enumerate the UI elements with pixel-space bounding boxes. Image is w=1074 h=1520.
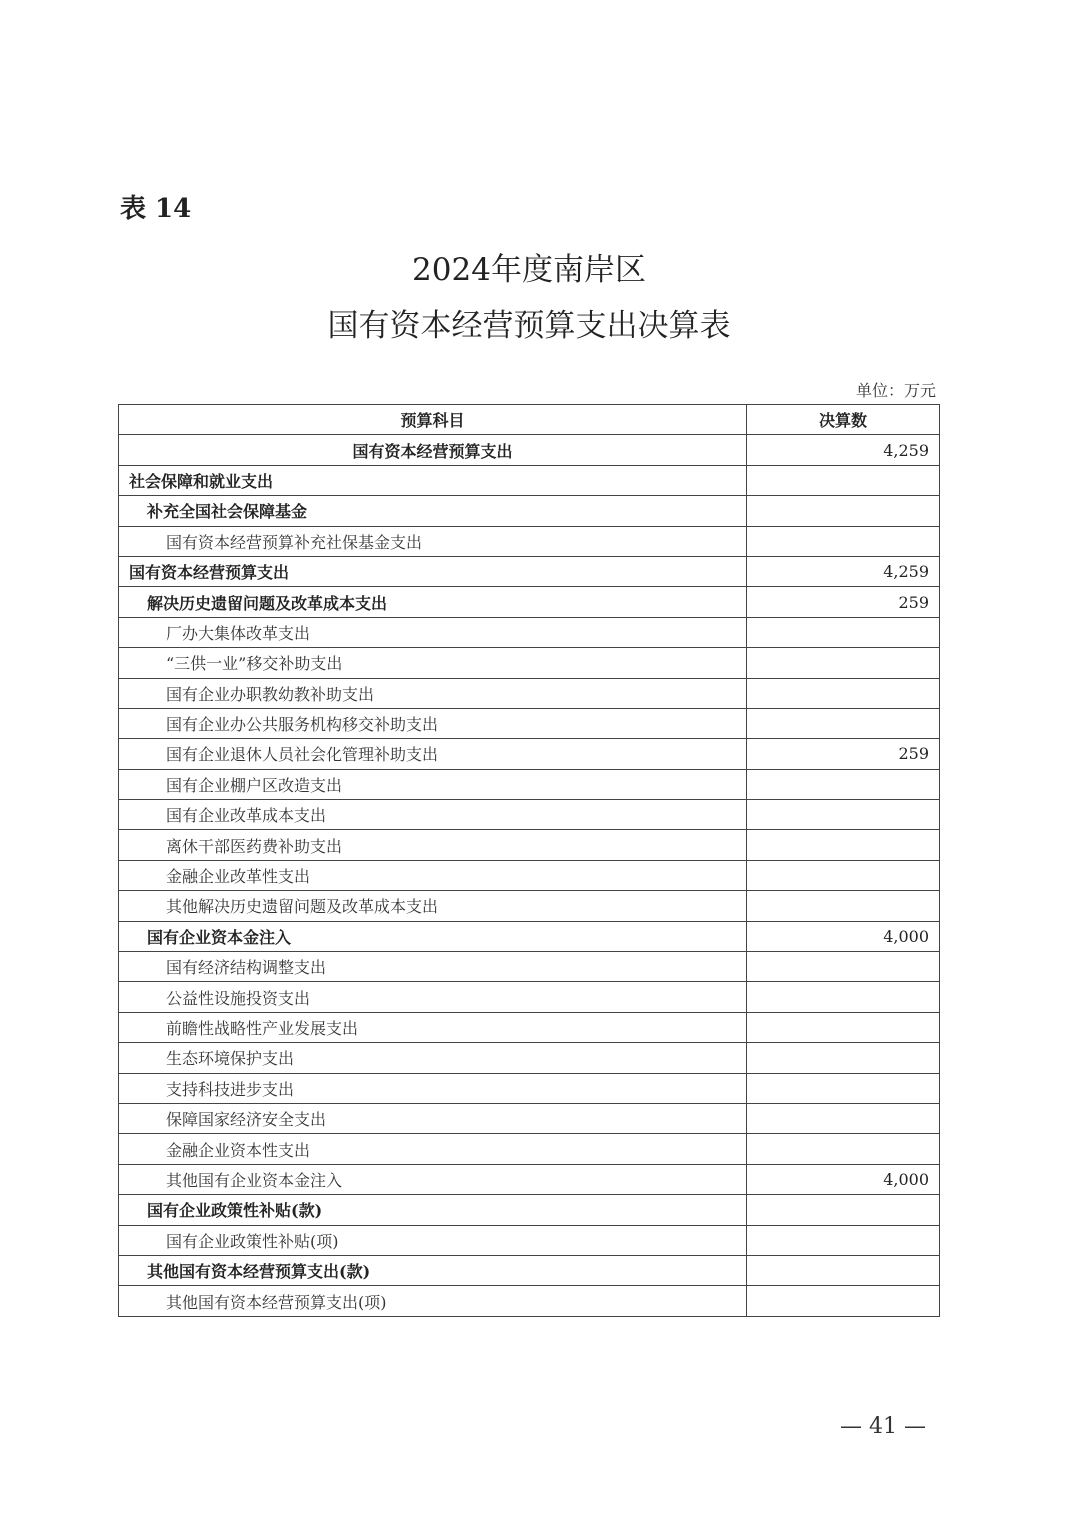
row-amount <box>747 1012 940 1042</box>
row-subject: 国有企业办职教幼教补助支出 <box>119 678 747 708</box>
table-row <box>119 465 940 495</box>
table-row <box>119 1164 940 1194</box>
row-amount <box>747 769 940 799</box>
row-subject: 其他国有企业资本金注入 <box>119 1164 747 1194</box>
table-row <box>119 891 940 921</box>
table-row <box>119 739 940 769</box>
header-subject: 预算科目 <box>119 405 747 435</box>
budget-table <box>118 404 940 1317</box>
row-amount: 4,259 <box>747 556 940 586</box>
row-subject: 保障国家经济安全支出 <box>119 1103 747 1133</box>
row-subject: 补充全国社会保障基金 <box>119 496 747 526</box>
row-subject: 厂办大集体改革支出 <box>119 617 747 647</box>
row-subject: 国有经济结构调整支出 <box>119 952 747 982</box>
row-subject: “三供一业”移交补助支出 <box>119 648 747 678</box>
page-title-line1: 2024年度南岸区 <box>412 252 646 288</box>
row-amount: 259 <box>747 587 940 617</box>
table-row <box>119 435 940 465</box>
row-amount <box>747 526 940 556</box>
row-subject: 国有企业资本金注入 <box>119 921 747 951</box>
row-amount <box>747 982 940 1012</box>
row-subject: 其他国有资本经营预算支出(款) <box>119 1255 747 1285</box>
row-subject: 国有企业棚户区改造支出 <box>119 769 747 799</box>
table-row <box>119 1103 940 1133</box>
row-subject: 国有资本经营预算支出 <box>119 556 747 586</box>
row-amount <box>747 648 940 678</box>
row-amount <box>747 830 940 860</box>
row-subject: 离休干部医药费补助支出 <box>119 830 747 860</box>
table-row <box>119 1225 940 1255</box>
table-label: 表 14 <box>120 194 192 224</box>
table-row <box>119 678 940 708</box>
table-row <box>119 952 940 982</box>
table-row <box>119 921 940 951</box>
row-subject: 国有资本经营预算支出 <box>119 435 747 465</box>
table-row <box>119 1043 940 1073</box>
table-header-row <box>119 405 940 435</box>
table-row <box>119 860 940 890</box>
row-subject: 国有企业改革成本支出 <box>119 800 747 830</box>
row-amount <box>747 1134 940 1164</box>
row-subject: 社会保障和就业支出 <box>119 465 747 495</box>
table-row <box>119 556 940 586</box>
row-amount: 4,259 <box>747 435 940 465</box>
table-row <box>119 526 940 556</box>
table-row <box>119 1195 940 1225</box>
row-subject: 国有企业退休人员社会化管理补助支出 <box>119 739 747 769</box>
row-subject: 支持科技进步支出 <box>119 1073 747 1103</box>
row-subject: 其他国有资本经营预算支出(项) <box>119 1286 747 1316</box>
row-amount <box>747 496 940 526</box>
row-amount <box>747 1103 940 1133</box>
row-amount <box>747 800 940 830</box>
table-row <box>119 496 940 526</box>
row-subject: 金融企业资本性支出 <box>119 1134 747 1164</box>
row-amount <box>747 678 940 708</box>
row-amount <box>747 1255 940 1285</box>
row-amount: 4,000 <box>747 1164 940 1194</box>
row-amount <box>747 860 940 890</box>
row-amount <box>747 891 940 921</box>
table-row <box>119 982 940 1012</box>
table-row <box>119 1073 940 1103</box>
row-amount: 4,000 <box>747 921 940 951</box>
row-amount <box>747 1195 940 1225</box>
table-row <box>119 1134 940 1164</box>
row-amount <box>747 1286 940 1316</box>
row-subject: 国有资本经营预算补充社保基金支出 <box>119 526 747 556</box>
table-row <box>119 1255 940 1285</box>
table-row <box>119 617 940 647</box>
row-amount <box>747 1043 940 1073</box>
row-subject: 生态环境保护支出 <box>119 1043 747 1073</box>
table-row <box>119 800 940 830</box>
row-amount <box>747 708 940 738</box>
unit-label: 单位：万元 <box>855 381 936 400</box>
row-amount <box>747 617 940 647</box>
row-subject: 前瞻性战略性产业发展支出 <box>119 1012 747 1042</box>
row-amount <box>747 1073 940 1103</box>
row-amount: 259 <box>747 739 940 769</box>
table-row <box>119 769 940 799</box>
table-row <box>119 1012 940 1042</box>
row-subject: 国有企业办公共服务机构移交补助支出 <box>119 708 747 738</box>
row-amount <box>747 1225 940 1255</box>
table-row <box>119 1286 940 1316</box>
header-amount: 决算数 <box>747 405 940 435</box>
table-row <box>119 830 940 860</box>
row-subject: 解决历史遗留问题及改革成本支出 <box>119 587 747 617</box>
row-subject: 其他解决历史遗留问题及改革成本支出 <box>119 891 747 921</box>
row-subject: 金融企业改革性支出 <box>119 860 747 890</box>
row-amount <box>747 952 940 982</box>
table-row <box>119 648 940 678</box>
row-amount <box>747 465 940 495</box>
page-title-line2: 国有资本经营预算支出决算表 <box>327 308 731 344</box>
row-subject: 国有企业政策性补贴(款) <box>119 1195 747 1225</box>
table-row <box>119 708 940 738</box>
page-number: — 41 — <box>840 1414 926 1439</box>
row-subject: 国有企业政策性补贴(项) <box>119 1225 747 1255</box>
row-subject: 公益性设施投资支出 <box>119 982 747 1012</box>
table-row <box>119 587 940 617</box>
